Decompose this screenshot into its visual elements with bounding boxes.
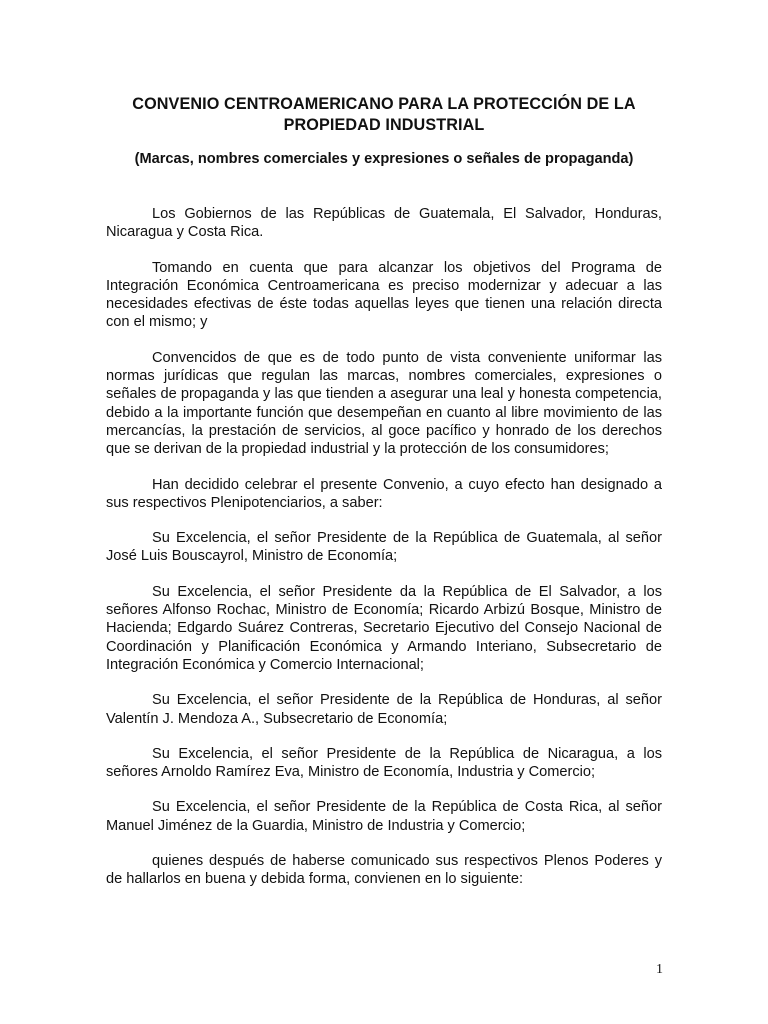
paragraph-quienes: quienes después de haberse comunicado sus respectivos Plenos Poderes y de hallarlos en buena y debida forma, convienen en lo siguiente: [106, 853, 662, 888]
document-body [106, 205, 662, 889]
paragraph-guatemala: Su Excelencia, el señor Presidente de la República de Guatemala, al señor José Luis Bouscayrol, Ministro de Economía; [106, 530, 662, 565]
paragraph-nicaragua: Su Excelencia, el señor Presidente de la República de Nicaragua, a los señores Arnoldo Ramírez Eva, Ministro de Economía, Industria y Comercio; [106, 745, 662, 781]
document-content [106, 94, 662, 906]
paragraph-convencidos: Convencidos de que es de todo punto de vista conveniente uniformar las normas jurídicas que regulan las marcas, nombres comerciales, expresiones o señales de propaganda y las que tienden a asegurar una leal y honesta competencia, debido a la importante función que desempeñan en cuanto al libre movimiento de las mercancías, la prestación de servicios, al goce pacífico y honrado de los derechos que se derivan de la propiedad industrial y la protección de los consumidores; [106, 349, 662, 458]
page-number: 1 [656, 962, 663, 977]
paragraph-honduras: Su Excelencia, el señor Presidente de la República de Honduras, al señor Valentín J. Mendoza A., Subsecretario de Economía; [106, 692, 662, 727]
document-title: CONVENIO CENTROAMERICANO PARA LA PROTECCIÓN DE LA PROPIEDAD INDUSTRIAL [132, 95, 636, 134]
paragraph-costa-rica: Su Excelencia, el señor Presidente de la República de Costa Rica, al señor Manuel Jiménez de la Guardia, Ministro de Industria y Comercio; [106, 799, 662, 834]
paragraph-han-decidido: Han decidido celebrar el presente Convenio, a cuyo efecto han designado a sus respectivos Plenipotenciarios, a saber: [106, 476, 662, 511]
paragraph-tomando: Tomando en cuenta que para alcanzar los objetivos del Programa de Integración Económica Centroamericana es preciso modernizar y adecuar a las necesidades efectivas de éste todas aquellas leyes que tienen una relación directa con el mismo; y [106, 259, 662, 331]
paragraph-el-salvador: Su Excelencia, el señor Presidente da la República de El Salvador, a los señores Alfonso Rochac, Ministro de Economía; Ricardo Arbizú Bosque, Ministro de Hacienda; Edgardo Suárez Contreras, Secretario Ejecutivo del Consejo Nacional de Coordinación y Planificación Económica y Armando Interiano, Subsecretario de Integración Económica y Comercio Internacional; [106, 583, 662, 673]
document-subtitle: (Marcas, nombres comerciales y expresiones o señales de propaganda) [134, 151, 634, 167]
paragraph-gobiernos: Los Gobiernos de las Repúblicas de Guatemala, El Salvador, Honduras, Nicaragua y Costa Rica. [106, 206, 662, 241]
